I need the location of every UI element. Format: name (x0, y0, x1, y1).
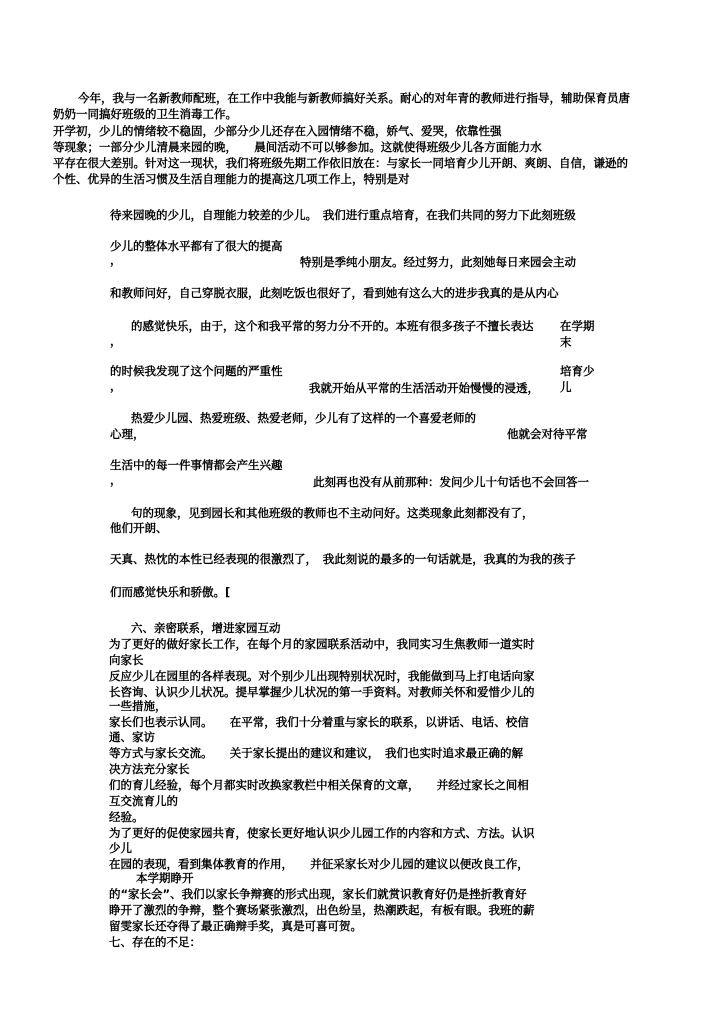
paragraph-line: 们的育儿经验，每个月都实时改换家教栏中相关保育的文章， 并经过家长之间相 (109, 778, 529, 792)
paragraph-line: 生活中的每一件事情都会产生兴趣 (110, 458, 283, 472)
paragraph-line: 培育少 (560, 364, 595, 378)
paragraph-line: 互交流育儿的 (109, 794, 178, 808)
paragraph-line: 少儿 (109, 841, 132, 855)
paragraph-line: 和教师问好，自己穿脱衣服，此刻吃饭也很好了，看到她有这么大的进步我真的是从内心 (110, 286, 559, 300)
paragraph-line: 的感觉快乐，由于，这个和我平常的努力分不开的。本班有很多孩子不擅长表达 (131, 319, 534, 333)
section-heading: 七、存在的不足： (109, 935, 201, 949)
paragraph-line: ， (110, 379, 122, 393)
paragraph-line: 个性、优异的生活习惯及生活自理能力的提高这几项工作上，特别是对 (53, 172, 410, 186)
paragraph-line: 通、家访 (109, 730, 155, 744)
paragraph-line: 末 (560, 335, 572, 349)
paragraph-line: 反应少儿在园里的各样表现。对个别少儿出现特别状况时，我能做到马上打电话向家 (109, 669, 535, 683)
paragraph-line: 向家长 (109, 653, 144, 667)
paragraph-line: 心理， (110, 427, 145, 441)
paragraph-line: 的时候我发现了这个问题的严重性 (110, 364, 283, 378)
paragraph-line: 为了更好的促使家园共育，使家长更好地认识少儿园工作的内容和方式、方法。认识 (109, 826, 535, 840)
paragraph-line: 在园的表现，看到集体教育的作用， 并征采家长对少儿园的建议以便改良工作， (109, 857, 529, 871)
paragraph-line: 等现象；一部分少儿清晨来园的晚， 晨间活动不可以够参加。这就使得班级少儿各方面能力水 (53, 140, 542, 154)
paragraph-line: 为了更好的做好家长工作，在每个月的家园联系活动中，我同实习生焦教师一道实时 (109, 637, 535, 651)
paragraph-line: 长咨询、认识少儿状况。提早掌握少儿状况的第一手资料。对教师关怀和爱惜少儿的 (109, 685, 535, 699)
paragraph-line: 天真、热忱的本性已经表现的很激烈了， 我此刻说的最多的一句话就是，我真的为我的孩子 (110, 552, 576, 566)
paragraph-line: 此刻再也没有从前那种：发问少儿十句话也不会回答一 (313, 475, 589, 489)
paragraph-line: 今年，我与一名新教师配班，在工作中我能与新教师搞好关系。耐心的对年青的教师进行指导，辅助保育员唐 (78, 91, 630, 105)
paragraph-line: 他们开朗、 (110, 521, 168, 535)
paragraph-line: 儿 (560, 380, 572, 394)
paragraph-line: 本学期睁开 (136, 871, 194, 885)
paragraph-line: 他就会对待平常 (507, 427, 588, 441)
paragraph-line: ， (110, 334, 122, 348)
paragraph-line: 们而感觉快乐和骄傲。[ (110, 585, 231, 599)
paragraph-line: 经验。 (109, 810, 144, 824)
paragraph-line: 的“家长会”、我们以家长争辩赛的形式出现，家长们就赏识教育好仍是挫折教育好 (109, 887, 527, 901)
paragraph-line: ， (110, 253, 122, 267)
paragraph-line: 开学初，少儿的情绪较不稳固，少部分少儿还存在入园情绪不稳，娇气、爱哭，依靠性强 (53, 124, 502, 138)
paragraph-line: 待来园晚的少儿，自理能力较差的少儿。 我们进行重点培育，在我们共同的努力下此刻班级 (110, 208, 576, 222)
paragraph-line: 平存在很大差别。针对这一现状，我们将班级先期工作依旧放在：与家长一同培育少儿开朗、爽朗、自信，谦逊的 (53, 156, 628, 170)
paragraph-line: 在学期 (560, 319, 595, 333)
paragraph-line: ， (110, 473, 122, 487)
paragraph-line: 我就开始从平常的生活活动开始慢慢的浸透， (309, 381, 539, 395)
paragraph-line: 句的现象，见到园长和其他班级的教师也不主动问好。这类现象此刻都没有了， (131, 506, 534, 520)
paragraph-line: 留雯家长还夺得了最正确辩手奖，真是可喜可贺。 (109, 919, 362, 933)
paragraph-line: 少儿的整体水平都有了很大的提高 (110, 239, 283, 253)
paragraph-line: 一些措施， (109, 699, 167, 713)
paragraph-line: 特别是季纯小朋友。经过努力，此刻她每日来园会主动 (300, 255, 576, 269)
paragraph-line: 等方式与家长交流。 关于家长提出的建议和建议， 我们也实时追求最正确的解 (109, 746, 523, 760)
paragraph-line: 家长们也表示认同。 在平常，我们十分着重与家长的联系，以讲话、电话、校信 (109, 715, 529, 729)
paragraph-line: 热爱少儿园、热爱班级、热爱老师，少儿有了这样的一个喜爱老师的 (131, 411, 476, 425)
section-heading: 六、亲密联系，增进家园互动 (131, 621, 281, 635)
paragraph-line: 睁开了激烈的争辩，整个赛场紧张激烈，出色纷呈，热潮跌起，有板有眼。我班的薪 (109, 903, 535, 917)
paragraph-line: 决方法充分家长 (109, 762, 190, 776)
paragraph-line: 奶奶一同搞好班级的卫生消毒工作。 (53, 107, 237, 121)
